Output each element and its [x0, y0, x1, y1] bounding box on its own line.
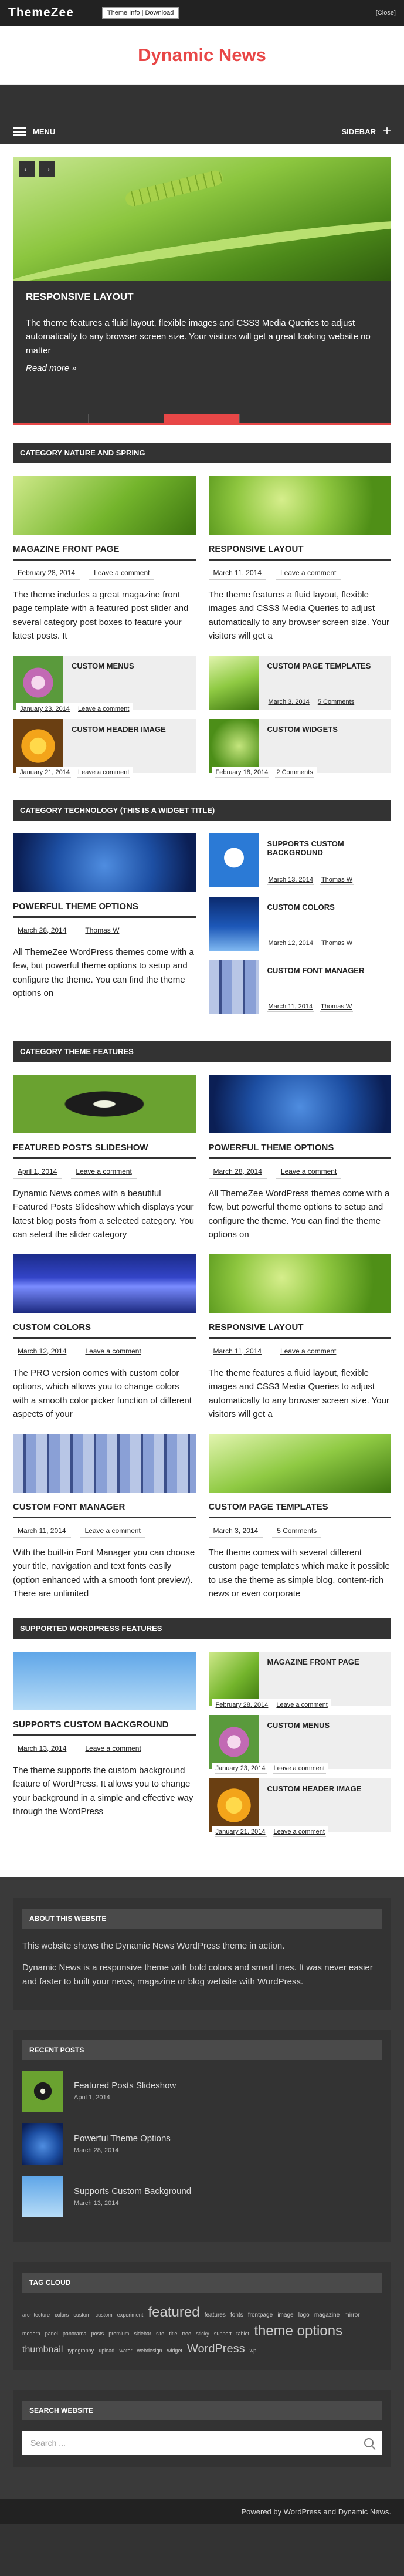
- tag-link[interactable]: WordPress: [187, 2342, 245, 2355]
- tag-link[interactable]: sticky: [196, 2331, 209, 2337]
- sidebar-label: SIDEBAR: [341, 127, 376, 136]
- post-excerpt: The theme comes with several different custom page templates which make it possible to use the theme as simple blog, content-rich news or even corporate: [208, 1548, 390, 1599]
- small-post-thumbnail[interactable]: [209, 656, 259, 710]
- post-title[interactable]: CUSTOM COLORS: [13, 1322, 196, 1339]
- small-post-thumbnail[interactable]: [209, 1715, 259, 1769]
- small-post: [209, 897, 392, 951]
- post-date[interactable]: March 28, 2014: [13, 924, 71, 937]
- footer-widgets: [0, 1877, 404, 2499]
- small-post-title[interactable]: CUSTOM COLORS: [267, 903, 335, 911]
- post-thumbnail[interactable]: [209, 476, 392, 535]
- small-post-list: [209, 656, 392, 776]
- small-post-thumbnail[interactable]: [209, 960, 259, 1014]
- side-post-list: [209, 1652, 392, 1842]
- tag-link[interactable]: theme options: [254, 2323, 343, 2339]
- post-excerpt: Dynamic News comes with a beautiful Featured Posts Slideshow which displays your latest blog posts from a selected category. You can select the slider category: [13, 1189, 195, 1240]
- tag-cloud: [22, 2303, 382, 2357]
- small-post-title[interactable]: CUSTOM PAGE TEMPLATES: [267, 661, 371, 670]
- post-date[interactable]: February 28, 2014: [215, 1700, 270, 1710]
- widget-title: ABOUT THIS WEBSITE: [22, 1909, 382, 1929]
- post-excerpt: The PRO version comes with custom color options, which allows you to change colors with a smooth color picker function of different aspects of your: [13, 1368, 192, 1419]
- post-comments[interactable]: Leave a comment: [71, 1165, 136, 1179]
- menu-toggle[interactable]: [13, 127, 55, 136]
- small-post-thumbnail[interactable]: [13, 656, 63, 710]
- tag-link[interactable]: typography: [67, 2347, 94, 2354]
- small-post: [209, 833, 392, 887]
- slider-dot-active[interactable]: [164, 414, 240, 423]
- small-post-title[interactable]: CUSTOM MENUS: [267, 1721, 330, 1730]
- post-thumbnail[interactable]: [13, 1075, 196, 1133]
- post-date[interactable]: March 12, 2014: [13, 1345, 71, 1358]
- themezee-bar: [0, 0, 404, 26]
- search-widget: [13, 2390, 391, 2467]
- brand-logo[interactable]: ThemeZee: [8, 6, 74, 19]
- tag-link[interactable]: water: [119, 2347, 133, 2354]
- post-date[interactable]: January 23, 2014: [215, 1764, 267, 1774]
- category-title[interactable]: CATEGORY TECHNOLOGY (THIS IS A WIDGET TITLE): [13, 800, 391, 821]
- post-card: [13, 1652, 196, 1842]
- slider-dot[interactable]: [13, 414, 89, 423]
- small-post-title[interactable]: CUSTOM HEADER IMAGE: [267, 1784, 362, 1793]
- small-post: [209, 1652, 392, 1709]
- small-post-thumbnail[interactable]: [209, 1778, 259, 1832]
- tag-link[interactable]: panorama: [62, 2331, 87, 2337]
- tag-link[interactable]: premium: [108, 2331, 130, 2337]
- post-card: [13, 476, 196, 782]
- small-post-thumbnail[interactable]: [209, 1652, 259, 1706]
- post-comments[interactable]: Leave a comment: [80, 1345, 145, 1358]
- recent-post-thumbnail[interactable]: [22, 2176, 63, 2217]
- small-post-title[interactable]: CUSTOM HEADER IMAGE: [72, 725, 166, 734]
- footer-credits: Powered by WordPress and Dynamic News.: [0, 2499, 404, 2524]
- site-header: [0, 26, 404, 85]
- recent-post-title[interactable]: Featured Posts Slideshow: [74, 2081, 176, 2091]
- recent-posts-widget: [13, 2030, 391, 2242]
- post-comments[interactable]: Leave a comment: [273, 1764, 326, 1774]
- category-title[interactable]: CATEGORY THEME FEATURES: [13, 1041, 391, 1062]
- post-date[interactable]: March 11, 2014: [267, 1002, 314, 1012]
- small-post-thumbnail[interactable]: [209, 833, 259, 887]
- menu-label: MENU: [33, 127, 56, 136]
- category-theme-features: [13, 1075, 391, 1601]
- post-date[interactable]: March 11, 2014: [13, 1524, 71, 1538]
- category-nature: [13, 476, 391, 782]
- post-thumbnail[interactable]: [13, 833, 196, 892]
- sidebar-toggle[interactable]: [341, 124, 391, 139]
- post-thumbnail[interactable]: [13, 1254, 196, 1313]
- post-comments[interactable]: Leave a comment: [273, 1827, 326, 1837]
- recent-post-title[interactable]: Supports Custom Background: [74, 2186, 192, 2197]
- small-post-thumbnail[interactable]: [209, 897, 259, 951]
- tag-link[interactable]: thumbnail: [22, 2344, 63, 2355]
- post-card: [209, 1075, 392, 1241]
- post-comments[interactable]: Leave a comment: [276, 1165, 341, 1179]
- recent-post-thumbnail[interactable]: [22, 2071, 63, 2112]
- post-date[interactable]: March 3, 2014: [267, 697, 311, 707]
- recent-post-date: March 28, 2014: [74, 2147, 119, 2155]
- search-input[interactable]: Search ...: [30, 2437, 66, 2447]
- post-card: [13, 1254, 196, 1421]
- post-date[interactable]: February 28, 2014: [13, 566, 80, 580]
- tag-link[interactable]: site: [156, 2331, 165, 2337]
- post-title[interactable]: CUSTOM FONT MANAGER: [13, 1502, 196, 1518]
- tag-link[interactable]: posts: [91, 2331, 104, 2337]
- post-comments[interactable]: Leave a comment: [77, 768, 130, 778]
- post-date[interactable]: March 11, 2014: [209, 566, 267, 580]
- post-date[interactable]: January 23, 2014: [19, 704, 71, 714]
- post-excerpt: The theme includes a great magazine front page template with a featured post slider and several category post boxes to feature your latest posts. It: [13, 590, 189, 641]
- post-excerpt: All ThemeZee WordPress themes come with a few, but powerful theme options to setup and configure the theme. You can find the theme options on: [13, 947, 194, 998]
- post-date[interactable]: March 13, 2014: [13, 1742, 71, 1755]
- post-date[interactable]: January 21, 2014: [19, 768, 71, 778]
- category-technology: [13, 833, 391, 1024]
- recent-post-title[interactable]: Powerful Theme Options: [74, 2133, 171, 2144]
- tag-link[interactable]: upload: [99, 2347, 115, 2354]
- post-title[interactable]: RESPONSIVE LAYOUT: [209, 1322, 392, 1339]
- post-title[interactable]: POWERFUL THEME OPTIONS: [209, 1143, 392, 1159]
- slider-dot[interactable]: [315, 414, 391, 423]
- slider-dot[interactable]: [89, 414, 164, 423]
- small-post-title[interactable]: CUSTOM WIDGETS: [267, 725, 338, 734]
- post-title[interactable]: SUPPORTS CUSTOM BACKGROUND: [13, 1720, 196, 1736]
- post-date[interactable]: March 28, 2014: [209, 1165, 267, 1179]
- category-wordpress-features: [13, 1652, 391, 1842]
- read-more-link[interactable]: Read more »: [26, 363, 77, 373]
- category-title[interactable]: SUPPORTED WORDPRESS FEATURES: [13, 1618, 391, 1639]
- post-excerpt: With the built-in Font Manager you can choose your title, navigation and text fonts easily (option enhanced with a smooth font preview). There are unlimited: [13, 1548, 195, 1599]
- recent-post-date: April 1, 2014: [74, 2094, 110, 2102]
- tag-link[interactable]: modern: [22, 2331, 40, 2337]
- post-thumbnail[interactable]: [13, 1652, 196, 1710]
- post-date[interactable]: March 12, 2014: [267, 938, 314, 948]
- main-content: [0, 144, 404, 1877]
- tag-link[interactable]: architecture: [22, 2311, 50, 2318]
- category-title[interactable]: CATEGORY NATURE AND SPRING: [13, 443, 391, 463]
- slider-arrows: [19, 161, 55, 177]
- post-author[interactable]: Thomas W: [320, 1002, 353, 1012]
- small-post: [209, 1715, 392, 1772]
- post-excerpt: The theme supports the custom background feature of WordPress. It allows you to change your background in a simple and effective way through the WordPress: [13, 1765, 193, 1817]
- post-comments[interactable]: Leave a comment: [80, 1524, 145, 1538]
- tag-link[interactable]: mirror: [344, 2311, 360, 2318]
- recent-post: [22, 2123, 382, 2165]
- post-comments[interactable]: Leave a comment: [276, 1345, 341, 1358]
- post-card: [209, 1254, 392, 1421]
- post-card: [13, 1434, 196, 1601]
- about-text: This website shows the Dynamic News WordPress theme in action.: [22, 1941, 285, 1951]
- main-navbar: [0, 119, 404, 144]
- post-excerpt: All ThemeZee WordPress themes come with a few, but powerful theme options to setup and configure the theme. You can find the theme options on: [208, 1189, 390, 1240]
- tag-link[interactable]: webdesign: [137, 2347, 162, 2354]
- slider-dot[interactable]: [240, 414, 315, 423]
- tag-link[interactable]: sidebar: [134, 2331, 151, 2337]
- tag-link[interactable]: magazine: [314, 2311, 340, 2318]
- theme-info-link[interactable]: Theme Info | Download: [102, 7, 179, 19]
- slide-image[interactable]: [13, 157, 391, 281]
- side-post-list: [209, 833, 392, 1024]
- tag-link[interactable]: title: [169, 2331, 178, 2337]
- tag-link[interactable]: fonts: [230, 2311, 243, 2318]
- slide-title[interactable]: RESPONSIVE LAYOUT: [26, 291, 378, 309]
- small-post: [209, 719, 392, 776]
- slider-next-button[interactable]: →: [39, 161, 55, 177]
- small-post: [209, 1778, 392, 1835]
- small-post-title[interactable]: CUSTOM MENUS: [72, 661, 134, 670]
- recent-post: [22, 2071, 382, 2112]
- post-title[interactable]: MAGAZINE FRONT PAGE: [13, 544, 196, 561]
- search-form: [22, 2431, 382, 2455]
- post-title[interactable]: CUSTOM PAGE TEMPLATES: [209, 1502, 392, 1518]
- post-comments[interactable]: 2 Comments: [275, 768, 314, 778]
- post-meta: [13, 924, 196, 937]
- small-post: [13, 719, 196, 776]
- small-post-thumbnail[interactable]: [209, 719, 259, 773]
- post-title[interactable]: FEATURED POSTS SLIDESHOW: [13, 1143, 196, 1159]
- small-post: [209, 656, 392, 710]
- tag-link[interactable]: experiment: [117, 2311, 144, 2318]
- tag-link[interactable]: frontpage: [247, 2311, 273, 2318]
- post-date[interactable]: April 1, 2014: [13, 1165, 62, 1179]
- post-excerpt: The theme features a fluid layout, flexible images and CSS3 Media Queries to adjust automatically to any browser screen size. Your visitors will get a: [208, 1368, 389, 1419]
- tag-link[interactable]: image: [277, 2311, 294, 2318]
- small-post-title[interactable]: MAGAZINE FRONT PAGE: [267, 1657, 359, 1666]
- about-widget: [13, 1898, 391, 2010]
- post-excerpt: The theme features a fluid layout, flexible images and CSS3 Media Queries to adjust automatically to any browser screen size. Your visitors will get a: [208, 590, 389, 641]
- recent-post-thumbnail[interactable]: [22, 2123, 63, 2165]
- tag-link[interactable]: custom: [73, 2311, 91, 2318]
- post-card: [13, 1075, 196, 1241]
- post-meta: [13, 566, 196, 580]
- small-post-title[interactable]: CUSTOM FONT MANAGER: [267, 966, 365, 975]
- post-comments[interactable]: Leave a comment: [276, 566, 341, 580]
- post-thumbnail[interactable]: [209, 1434, 392, 1493]
- post-comments[interactable]: Leave a comment: [275, 1700, 328, 1710]
- tag-link[interactable]: tree: [182, 2331, 192, 2337]
- post-thumbnail[interactable]: [209, 1075, 392, 1133]
- post-comments[interactable]: Leave a comment: [77, 704, 130, 714]
- hamburger-icon: [13, 127, 26, 136]
- tag-cloud-widget: [13, 2262, 391, 2370]
- widget-title: RECENT POSTS: [22, 2040, 382, 2060]
- search-icon[interactable]: [364, 2438, 374, 2447]
- post-comments[interactable]: Leave a comment: [80, 1742, 145, 1755]
- recent-post-date: March 13, 2014: [74, 2200, 119, 2207]
- post-card: [209, 1434, 392, 1601]
- small-post-list: [13, 656, 196, 776]
- tag-link[interactable]: tablet: [236, 2331, 250, 2337]
- post-author[interactable]: Thomas W: [320, 938, 354, 948]
- slide-caption: [13, 281, 391, 414]
- plus-icon: +: [382, 123, 391, 139]
- tag-link[interactable]: custom: [95, 2311, 113, 2318]
- post-date[interactable]: March 13, 2014: [267, 875, 314, 885]
- featured-slider: [13, 157, 391, 425]
- tag-link[interactable]: wp: [249, 2347, 257, 2354]
- small-post: [209, 960, 392, 1014]
- post-card: [209, 476, 392, 782]
- about-text: Dynamic News is a responsive theme with bold colors and smart lines. It was never easier and faster to built your news, magazine or blog website with WordPress.: [22, 1963, 373, 1987]
- small-post-title[interactable]: SUPPORTS CUSTOM BACKGROUND: [267, 839, 344, 857]
- post-comments[interactable]: 5 Comments: [317, 697, 355, 707]
- close-link[interactable]: [Close]: [375, 9, 396, 16]
- tag-link[interactable]: logo: [298, 2311, 310, 2318]
- tag-link[interactable]: widget: [167, 2347, 182, 2354]
- tag-link[interactable]: features: [204, 2311, 226, 2318]
- tag-link[interactable]: featured: [148, 2304, 200, 2320]
- post-thumbnail[interactable]: [209, 1254, 392, 1313]
- post-date[interactable]: March 3, 2014: [209, 1524, 263, 1538]
- widget-title: SEARCH WEBSITE: [22, 2401, 382, 2420]
- post-card: [13, 833, 196, 1024]
- slider-pagination: [13, 414, 391, 423]
- small-post-thumbnail[interactable]: [13, 719, 63, 773]
- post-date[interactable]: February 18, 2014: [215, 768, 270, 778]
- tag-link[interactable]: panel: [45, 2331, 58, 2337]
- small-post: [13, 656, 196, 713]
- slide-text: The theme features a fluid layout, flexible images and CSS3 Media Queries to adjust automatically to any browser screen size. Your visitors will get a great looking website no matter: [26, 318, 371, 356]
- post-author[interactable]: Thomas W: [320, 875, 354, 885]
- post-thumbnail[interactable]: [13, 1434, 196, 1493]
- post-title[interactable]: POWERFUL THEME OPTIONS: [13, 902, 196, 918]
- widget-title: TAG CLOUD: [22, 2273, 382, 2293]
- recent-post: [22, 2176, 382, 2217]
- post-thumbnail[interactable]: [13, 476, 196, 535]
- site-title[interactable]: Dynamic News: [138, 44, 266, 65]
- post-meta: [209, 566, 392, 580]
- post-author[interactable]: Thomas W: [80, 924, 124, 937]
- post-title[interactable]: RESPONSIVE LAYOUT: [209, 544, 392, 561]
- tag-link[interactable]: support: [213, 2331, 232, 2337]
- post-date[interactable]: January 21, 2014: [215, 1827, 267, 1837]
- post-date[interactable]: March 11, 2014: [209, 1345, 267, 1358]
- slider-prev-button[interactable]: ←: [19, 161, 35, 177]
- tag-link[interactable]: colors: [55, 2311, 69, 2318]
- post-comments[interactable]: Leave a comment: [89, 566, 154, 580]
- post-comments[interactable]: 5 Comments: [272, 1524, 321, 1538]
